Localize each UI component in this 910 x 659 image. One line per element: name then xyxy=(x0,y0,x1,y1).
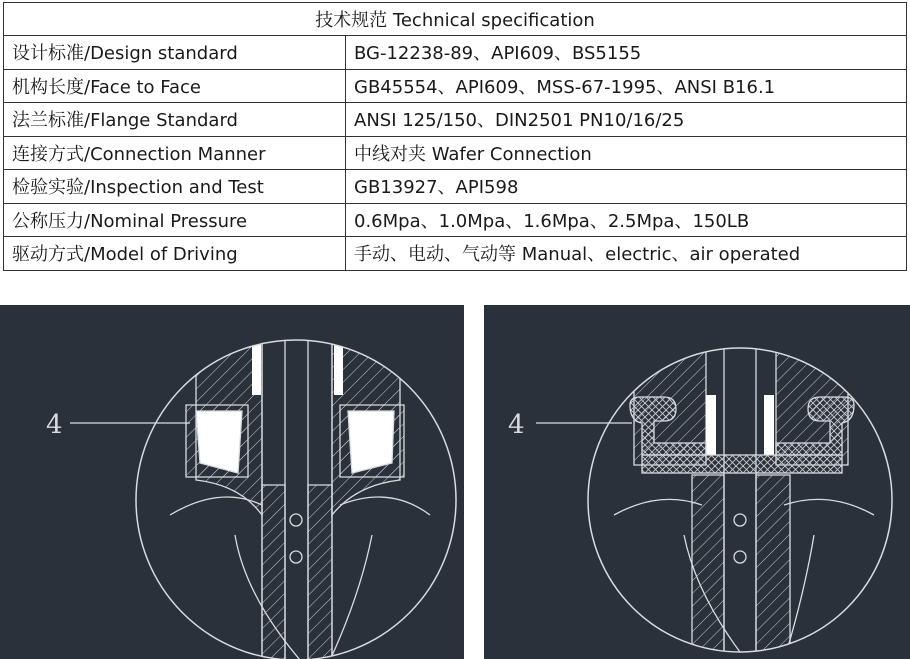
table-title: 技术规范 Technical specification xyxy=(4,3,907,36)
callout-number-left: 4 xyxy=(46,410,63,440)
seat-detail-drawing-right xyxy=(484,305,910,659)
spec-label: 公称压力/Nominal Pressure xyxy=(4,203,346,237)
spec-value: 中线对夹 Wafer Connection xyxy=(346,136,907,170)
spec-label: 连接方式/Connection Manner xyxy=(4,136,346,170)
callout-number-right: 4 xyxy=(508,410,525,440)
spec-value: GB45554、API609、MSS-67-1995、ANSI B16.1 xyxy=(346,69,907,103)
spec-value: ANSI 125/150、DIN2501 PN10/16/25 xyxy=(346,103,907,137)
table-row xyxy=(4,203,907,237)
table-title-row xyxy=(4,3,907,36)
table-row xyxy=(4,136,907,170)
technical-specification-table xyxy=(3,2,907,271)
spec-label: 检验实验/Inspection and Test xyxy=(4,170,346,204)
spec-value: 手动、电动、气动等 Manual、electric、air operated xyxy=(346,237,907,271)
table-row xyxy=(4,170,907,204)
spec-label: 驱动方式/Model of Driving xyxy=(4,237,346,271)
spec-value: BG-12238-89、API609、BS5155 xyxy=(346,36,907,70)
spec-label: 机构长度/Face to Face xyxy=(4,69,346,103)
table-row xyxy=(4,69,907,103)
table-row xyxy=(4,237,907,271)
table-row xyxy=(4,36,907,70)
seat-detail-drawing-left xyxy=(0,305,464,659)
spec-label: 法兰标准/Flange Standard xyxy=(4,103,346,137)
spec-value: GB13927、API598 xyxy=(346,170,907,204)
spec-value: 0.6Mpa、1.0Mpa、1.6Mpa、2.5Mpa、150LB xyxy=(346,203,907,237)
spec-label: 设计标准/Design standard xyxy=(4,36,346,70)
table-row xyxy=(4,103,907,137)
